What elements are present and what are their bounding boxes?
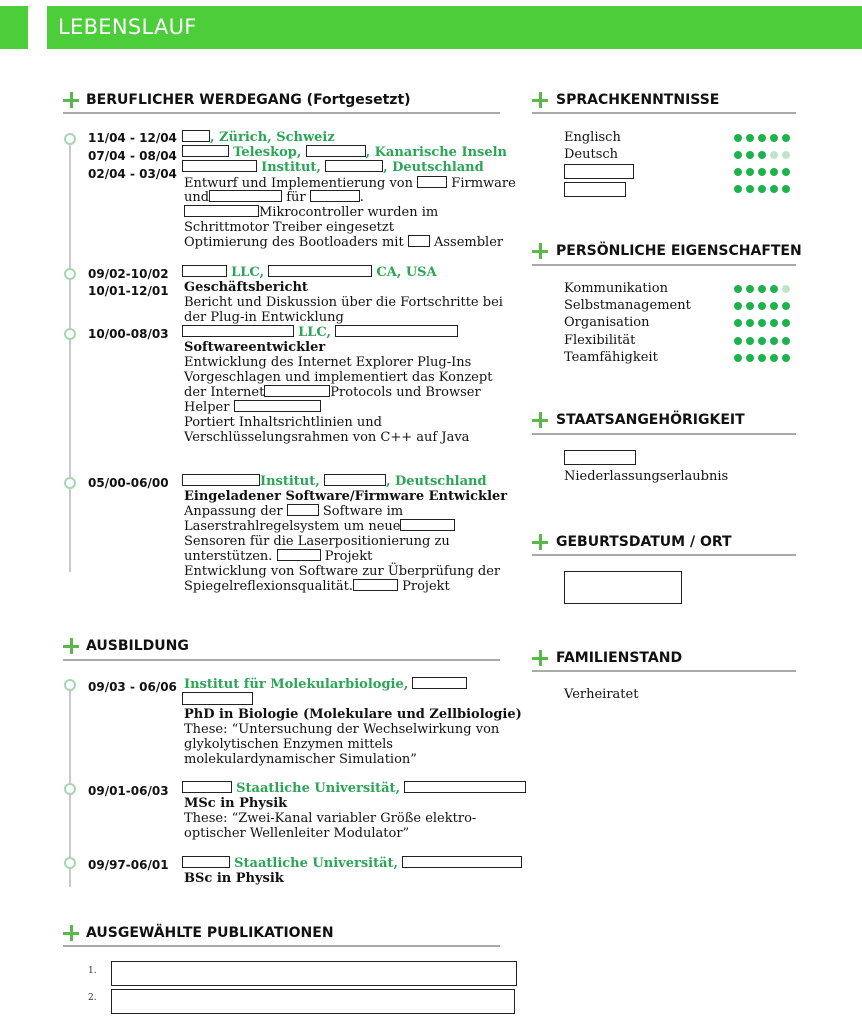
education-institution: Institut für Molekularbiologie, xyxy=(184,677,467,692)
rating-dot-filled xyxy=(734,185,742,193)
redacted-box xyxy=(306,145,366,157)
section-divider xyxy=(532,433,796,435)
entry-date: 07/04 - 08/04 xyxy=(88,149,177,163)
section-title-languages: SPRACHKENNTNISSE xyxy=(556,92,720,108)
section-divider xyxy=(532,264,796,266)
rating-dot-filled xyxy=(746,354,754,362)
section-title-education: AUSBILDUNG xyxy=(86,638,189,654)
entry-line: Entwurf und Implementierung von Firmware xyxy=(184,176,516,191)
rating-dot-filled xyxy=(758,302,766,310)
redacted-box xyxy=(335,325,458,337)
redacted-box xyxy=(402,856,522,868)
section-divider xyxy=(63,945,500,947)
rating-dot-filled xyxy=(746,302,754,310)
education-date: 09/97-06/01 xyxy=(88,858,169,872)
entry-line: Entwicklung von Software zur Überprüfung der xyxy=(184,564,501,579)
trait-name: Flexibilität xyxy=(564,333,636,348)
redacted-box xyxy=(234,400,321,412)
rating-dots xyxy=(734,319,790,327)
redacted-box xyxy=(400,519,455,531)
redacted-box xyxy=(182,474,260,486)
section-title-marital: FAMILIENSTAND xyxy=(556,650,683,666)
trait-name: Kommunikation xyxy=(564,281,668,296)
timeline-dot xyxy=(64,783,76,795)
plus-icon xyxy=(532,243,548,259)
entry-line: der Internet Protocols und Browser xyxy=(184,385,481,400)
entry-line: der Plug-in Entwicklung xyxy=(184,310,344,325)
rating-dot-filled xyxy=(734,302,742,310)
page-title: LEBENSLAUF xyxy=(58,15,197,39)
redacted-box xyxy=(182,781,232,793)
entry-date: 09/02-10/02 xyxy=(88,267,169,281)
rating-dot-filled xyxy=(770,285,778,293)
rating-dot-filled xyxy=(770,302,778,310)
section-title-publications: AUSGEWÄHLTE PUBLIKATIONEN xyxy=(86,925,334,941)
redacted-box xyxy=(264,385,330,397)
rating-dot-empty xyxy=(782,151,790,159)
rating-dot-filled xyxy=(746,285,754,293)
redacted-box xyxy=(412,677,467,689)
entry-line: Optimierung des Bootloaders mit Assembler xyxy=(184,235,504,250)
rating-dot-filled xyxy=(758,285,766,293)
entry-line: Spiegelreflexionsqualität. Projekt xyxy=(184,579,450,594)
entry-line: Anpassung der Software im xyxy=(184,504,404,519)
redacted-box xyxy=(182,160,257,172)
rating-dot-filled xyxy=(782,168,790,176)
education-institution: Staatliche Universität, xyxy=(182,781,526,796)
rating-dot-filled xyxy=(734,151,742,159)
entry-date: 10/00-08/03 xyxy=(88,327,169,341)
plus-icon xyxy=(63,92,79,108)
plus-icon xyxy=(63,925,79,941)
rating-dot-empty xyxy=(770,151,778,159)
timeline-dot xyxy=(64,268,76,280)
rating-dot-filled xyxy=(746,134,754,142)
rating-dot-filled xyxy=(758,134,766,142)
rating-dot-filled xyxy=(758,319,766,327)
rating-dots xyxy=(734,168,790,176)
redacted-box xyxy=(564,450,636,465)
redacted-box xyxy=(324,474,386,486)
marital-text: Verheiratet xyxy=(564,687,639,702)
redacted-box xyxy=(209,190,282,202)
redacted-box xyxy=(182,856,230,868)
entry-role: Eingeladener Software/Firmware Entwickler xyxy=(184,489,508,504)
rating-dot-filled xyxy=(758,337,766,345)
redacted-box xyxy=(287,504,319,516)
education-thesis: optischer Wellenleiter Modulator” xyxy=(184,826,410,841)
rating-dot-filled xyxy=(734,134,742,142)
redacted-box xyxy=(417,176,447,188)
entry-line: Vorgeschlagen und implementiert das Konzept xyxy=(184,370,493,385)
citizenship-text: Niederlassungserlaubnis xyxy=(564,469,729,484)
entry-line: unterstützen. Projekt xyxy=(184,549,373,564)
entry-line: Schrittmotor Treiber eingesetzt xyxy=(184,220,394,235)
education-degree: PhD in Biologie (Molekulare und Zellbiologie) xyxy=(184,707,522,722)
rating-dot-filled xyxy=(770,134,778,142)
trait-name: Teamfähigkeit xyxy=(564,350,658,365)
rating-dot-filled xyxy=(746,337,754,345)
publication-number: 1. xyxy=(88,966,97,976)
redacted-box xyxy=(353,579,398,591)
redacted-box xyxy=(277,549,321,561)
education-thesis: These: “Untersuchung der Wechselwirkung von xyxy=(184,722,500,737)
education-thesis: molekulardynamischer Simulation” xyxy=(184,752,417,767)
entry-line: Entwicklung des Internet Explorer Plug-Ins xyxy=(184,355,472,370)
section-title-experience: BERUFLICHER WERDEGANG (Fortgesetzt) xyxy=(86,92,411,108)
entry-line: Mikrocontroller wurden im xyxy=(184,205,438,220)
education-degree: BSc in Physik xyxy=(184,871,284,886)
redacted-box xyxy=(408,235,430,247)
rating-dot-filled xyxy=(770,319,778,327)
redacted-box xyxy=(184,205,259,217)
rating-dots xyxy=(734,185,790,193)
rating-dot-filled xyxy=(782,185,790,193)
publication-number: 2. xyxy=(88,993,97,1003)
rating-dot-filled xyxy=(734,354,742,362)
rating-dot-filled xyxy=(782,302,790,310)
rating-dot-empty xyxy=(782,285,790,293)
education-degree: MSc in Physik xyxy=(184,796,288,811)
entry-line: Verschlüsselungsrahmen von C++ auf Java xyxy=(184,430,470,445)
redacted-box xyxy=(182,145,229,157)
entry-role: Geschäftsbericht xyxy=(184,280,308,295)
redacted-box xyxy=(182,692,253,705)
redacted-box xyxy=(182,130,210,142)
entry-line: Sensoren für die Laserpositionierung zu xyxy=(184,534,450,549)
rating-dot-filled xyxy=(746,319,754,327)
redacted-box xyxy=(325,160,383,172)
timeline-dot xyxy=(64,133,76,145)
rating-dot-filled xyxy=(770,354,778,362)
rating-dot-filled xyxy=(734,285,742,293)
rating-dots xyxy=(734,302,790,310)
section-divider xyxy=(532,670,796,672)
entry-line: Laserstrahlregelsystem um neue xyxy=(184,519,455,534)
language-name: Englisch xyxy=(564,130,621,145)
entry-line: Portiert Inhaltsrichtlinien und xyxy=(184,415,382,430)
rating-dot-filled xyxy=(758,168,766,176)
plus-icon xyxy=(532,650,548,666)
rating-dots xyxy=(734,337,790,345)
timeline-dot xyxy=(64,679,76,691)
entry-date: 10/01-12/01 xyxy=(88,284,169,298)
plus-icon xyxy=(532,534,548,550)
trait-name: Organisation xyxy=(564,315,650,330)
section-divider xyxy=(532,554,796,556)
timeline-dot xyxy=(64,477,76,489)
rating-dot-filled xyxy=(782,354,790,362)
entry-line: LLC, xyxy=(182,325,458,340)
rating-dot-filled xyxy=(782,134,790,142)
entry-line: Institut, , Deutschland xyxy=(182,160,484,175)
entry-line: und für . xyxy=(184,190,364,205)
rating-dot-filled xyxy=(782,337,790,345)
entry-date: 05/00-06/00 xyxy=(88,476,169,490)
entry-line: Helper xyxy=(184,400,321,415)
entry-line: LLC, CA, USA xyxy=(182,265,437,280)
timeline-dot xyxy=(64,328,76,340)
entry-line: , Zürich, Schweiz xyxy=(182,130,335,145)
redacted-box xyxy=(182,265,227,277)
timeline-dot xyxy=(64,857,76,869)
rating-dot-filled xyxy=(770,337,778,345)
section-title-citizenship: STAATSANGEHÖRIGKEIT xyxy=(556,412,745,428)
redacted-box xyxy=(268,265,372,277)
education-institution: Staatliche Universität, xyxy=(182,856,522,871)
rating-dot-filled xyxy=(758,354,766,362)
redacted-box xyxy=(404,781,526,793)
rating-dot-filled xyxy=(758,151,766,159)
trait-name: Selbstmanagement xyxy=(564,298,691,313)
header-accent-bar xyxy=(0,6,28,49)
entry-date: 11/04 - 12/04 xyxy=(88,131,177,145)
rating-dot-filled xyxy=(734,319,742,327)
education-thesis: glykolytischen Enzymen mittels xyxy=(184,737,393,752)
entry-line: Teleskop, , Kanarische Inseln xyxy=(182,145,507,160)
entry-line: Institut, , Deutschland xyxy=(182,474,487,489)
language-name: Deutsch xyxy=(564,147,619,162)
plus-icon xyxy=(63,638,79,654)
entry-role: Softwareentwickler xyxy=(184,340,326,355)
redacted-box xyxy=(564,571,682,604)
section-divider xyxy=(63,112,500,114)
education-thesis: These: “Zwei-Kanal variabler Größe elektro- xyxy=(184,811,477,826)
redacted-box xyxy=(564,182,626,197)
rating-dots xyxy=(734,134,790,142)
education-date: 09/01-06/03 xyxy=(88,784,169,798)
section-divider xyxy=(532,112,796,114)
rating-dot-filled xyxy=(758,185,766,193)
rating-dot-filled xyxy=(770,168,778,176)
redacted-box xyxy=(111,989,515,1014)
redacted-box xyxy=(564,164,634,179)
rating-dots xyxy=(734,285,790,293)
rating-dot-filled xyxy=(746,185,754,193)
rating-dot-filled xyxy=(734,168,742,176)
plus-icon xyxy=(532,412,548,428)
redacted-box xyxy=(111,961,517,986)
section-title-traits: PERSÖNLICHE EIGENSCHAFTEN xyxy=(556,243,802,259)
redacted-box xyxy=(182,325,294,337)
section-title-birth: GEBURTSDATUM / ORT xyxy=(556,534,732,550)
rating-dots xyxy=(734,354,790,362)
rating-dot-filled xyxy=(782,319,790,327)
entry-line: Bericht und Diskussion über die Fortschritte bei xyxy=(184,295,503,310)
redacted-box xyxy=(310,190,360,202)
rating-dot-filled xyxy=(746,168,754,176)
rating-dot-filled xyxy=(770,185,778,193)
rating-dots xyxy=(734,151,790,159)
rating-dot-filled xyxy=(734,337,742,345)
section-divider xyxy=(63,659,500,661)
entry-date: 02/04 - 03/04 xyxy=(88,167,177,181)
timeline-line xyxy=(69,135,71,572)
rating-dot-filled xyxy=(746,151,754,159)
plus-icon xyxy=(532,92,548,108)
education-date: 09/03 - 06/06 xyxy=(88,680,177,694)
